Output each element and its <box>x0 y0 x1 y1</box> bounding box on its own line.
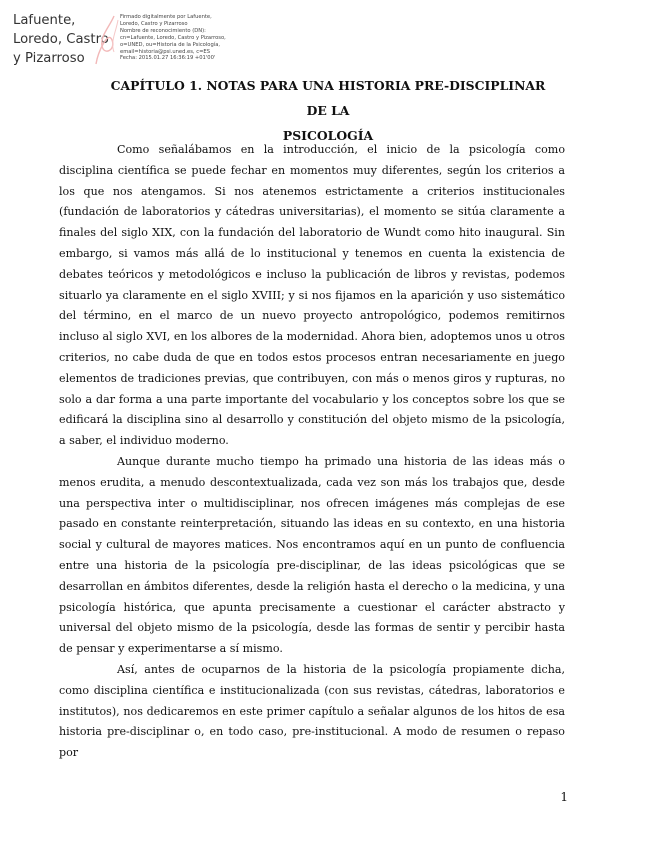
chapter-body <box>59 140 565 764</box>
signature-detail-line: Fecha: 2015.01.27 16:36:19 +01'00' <box>120 55 216 62</box>
signature-details <box>120 14 230 62</box>
signature-detail-line: Firmado digitalmente por Lafuente, <box>120 14 212 20</box>
signature-detail-line: cn=Lafuente, Loredo, Castro y Pizarroso, <box>120 34 226 41</box>
paragraph: Así, antes de ocuparnos de la historia de la psicología propiamente dicha, como disciplina científica e institucionalizada (con sus revistas, cátedras, laboratorios e institutos), nos dedicaremos en este primer capítulo a señalar algunos de los hitos de esa historia pre-disciplinar o, en todo caso, pre-institucional. A modo de resumen o repaso por <box>59 662 565 760</box>
page-number: 1 <box>560 790 568 804</box>
signature-detail-line: email=historia@psi.uned.es, c=ES <box>120 48 210 55</box>
chapter-title-line: PSICOLOGÍA <box>282 128 374 143</box>
signature-name-line: Loredo, Castro <box>13 32 109 47</box>
paragraph: Como señalábamos en la introducción, el inicio de la psicología como disciplina científica se puede fechar en momentos muy diferentes, según los criterios a los que nos atengamos. Si nos atenemos estrictamente a criterios institucionales (fundación de laboratorios y cátedras universitarias), el momento se sitúa claramente a finales del siglo XIX, con la fundación del laboratorio de Wundt como hito inaugural. Sin embargo, si vamos más allá de lo institucional y tenemos en cuenta la existencia de debates teóricos y metodológicos e incluso la publicación de libros y revistas, podemos situarlo ya claramente en el siglo XVIII; y si nos fijamos en la aparición y uso sistemático del término, en el marco de un nuevo proyecto antropológico, podemos remitirnos incluso al siglo XVI, en los albores de la modernidad. Ahora bien, adoptemos unos u otros criterios, no cabe duda de que en todos estos procesos entran necesariamente en juego elementos de tradiciones previas, que contribuyen, con más o menos giros y rupturas, no solo a dar forma a una parte importante del vocabulario y los conceptos sobre los que se edificará la disciplina sino al desarrollo y constitución del objeto mismo de la psicología, a saber, el individuo moderno. <box>59 143 565 448</box>
chapter-title-line: CAPÍTULO 1. NOTAS PARA UNA HISTORIA PRE-DISCIPLINAR DE LA <box>110 78 546 118</box>
paragraph: Aunque durante mucho tiempo ha primado una historia de las ideas más o menos erudita, a menudo descontextualizada, cada vez son más los trabajos que, desde una perspectiva inter o multidisciplinar, nos ofrecen imágenes más complejas de ese pasado en constante reinterpretación, situando las ideas en su contexto, en una historia social y cultural de mayores matices. Nos encontramos aquí en un punto de confluencia entre una historia de la psicología pre-disciplinar, de las ideas psicológicas que se desarrollan en ámbitos diferentes, desde la religión hasta el derecho o la medicina, y una psicología histórica, que apunta precisamente a cuestionar el carácter abstracto y universal del objeto mismo de la psicología, desde las formas de sentir y percibir hasta de pensar y experimentarse a sí mismo. <box>59 454 565 656</box>
signature-detail-line: Loredo, Castro y Pizarroso <box>120 20 188 27</box>
signature-detail-line: Nombre de reconocimiento (DN): <box>120 27 206 34</box>
chapter-title <box>100 73 556 148</box>
signature-name-line: Lafuente, <box>13 13 76 28</box>
signature-name-line: y Pizarroso <box>13 51 85 66</box>
signature-detail-line: o=UNED, ou=Historia de la Psicología, <box>120 41 221 48</box>
